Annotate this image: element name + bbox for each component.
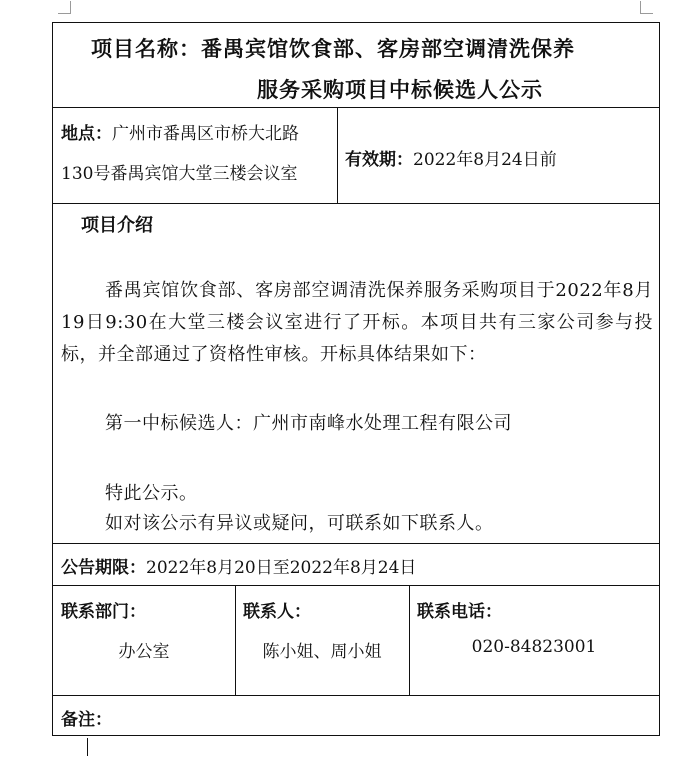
validity-label: 有效期： <box>345 150 413 170</box>
first-candidate: 第一中标候选人：广州市南峰水处理工程有限公司 <box>105 413 512 434</box>
dept-value: 办公室 <box>118 642 170 662</box>
location-line-2: 130号番禺宾馆大堂三楼会议室 <box>61 164 298 184</box>
intro-heading: 项目介绍 <box>81 215 153 236</box>
title-line-1 <box>91 33 575 63</box>
row-divider <box>53 585 659 586</box>
validity-value: 2022年8月24日前 <box>413 150 557 170</box>
period-label: 公告期限： <box>61 558 146 578</box>
announcement-table <box>52 22 660 736</box>
intro-paragraph: 番禺宾馆饮食部、客房部空调清洗保养服务采购项目于2022年8月19日9:30在大堂三楼会议室进行了开标。本项目共有三家公司参与投标，并全部通过了资格性审核。开标具体结果如下： <box>61 280 653 365</box>
notice-text: 特此公示。 <box>105 483 198 504</box>
title-line-2: 服务采购项目中标候选人公示 <box>257 78 543 102</box>
row-divider <box>53 107 659 108</box>
location-text-1: 广州市番禺区市桥大北路 <box>112 124 299 144</box>
dept-label: 联系部门： <box>61 602 146 622</box>
announcement-period <box>61 553 416 578</box>
contact-note: 如对该公示有异议或疑问，可联系如下联系人。 <box>105 513 494 534</box>
margin-marker-left <box>58 1 71 14</box>
column-divider <box>337 107 338 203</box>
remark-label: 备注： <box>61 710 112 730</box>
row-divider <box>53 695 659 696</box>
margin-marker-right <box>640 1 653 14</box>
text-cursor <box>87 738 88 756</box>
person-value: 陈小姐、周小姐 <box>262 642 382 662</box>
phone-value: 020-84823001 <box>471 637 597 657</box>
person-label: 联系人： <box>243 602 311 622</box>
title-text-1: 番禺宾馆饮食部、客房部空调清洗保养 <box>201 37 575 61</box>
phone-label: 联系电话： <box>417 602 502 622</box>
validity <box>345 145 557 170</box>
title-label: 项目名称： <box>91 37 201 61</box>
location-label: 地点： <box>61 124 112 144</box>
row-divider <box>53 203 659 204</box>
row-divider <box>53 543 659 544</box>
period-value: 2022年8月20日至2022年8月24日 <box>146 558 417 578</box>
location-line-1 <box>61 119 299 144</box>
